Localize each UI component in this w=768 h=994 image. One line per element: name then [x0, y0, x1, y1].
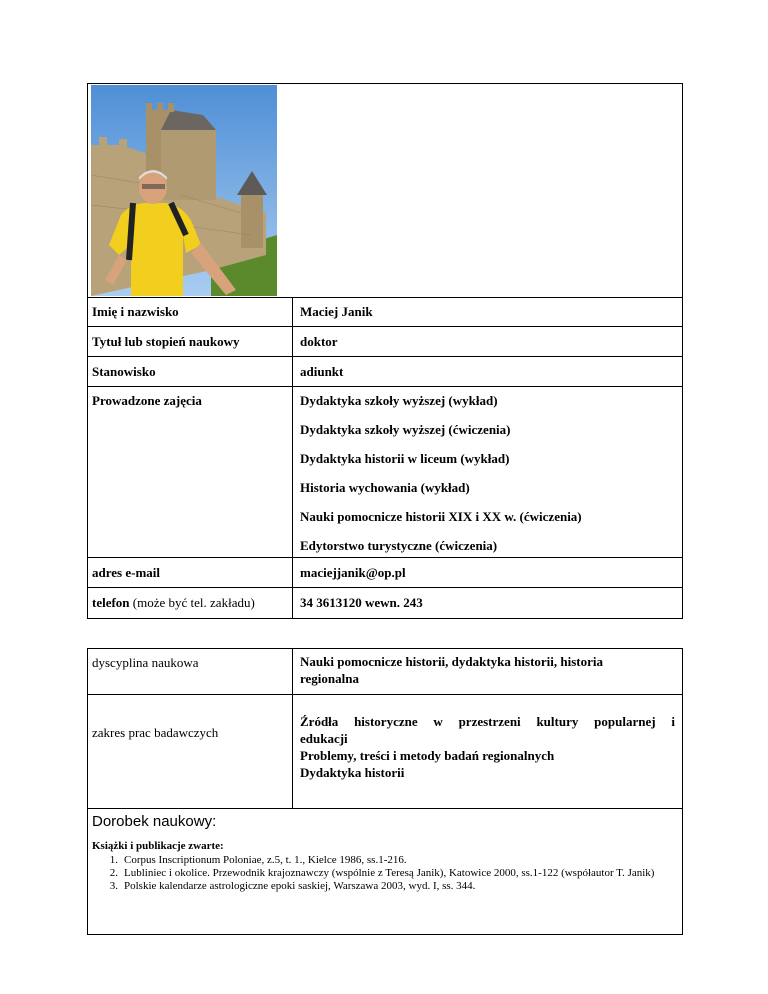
scope-word: Źródła	[300, 714, 339, 729]
publication-text: Lubliniec i okolice. Przewodnik krajoznawczy (wspólnie z Teresą Janik), Katowice 2000, ss.1-122 (współautor T. Janik)	[124, 867, 655, 879]
publication-number: 3.	[109, 880, 118, 892]
scope-word: w	[433, 714, 443, 729]
class-item: Dydaktyka historii w liceum (wykład)	[300, 451, 510, 466]
discipline-label: dyscyplina naukowa	[92, 655, 199, 670]
scope-word: historyczne	[354, 714, 418, 729]
class-item: Historia wychowania (wykład)	[300, 480, 470, 495]
name-value: Maciej Janik	[300, 304, 373, 319]
row-classes	[88, 387, 682, 558]
list-item	[92, 880, 680, 893]
row-name	[88, 297, 682, 327]
publication-number: 1.	[109, 854, 118, 866]
class-item: Edytorstwo turystyczne (ćwiczenia)	[300, 538, 498, 553]
list-item	[92, 854, 680, 867]
research-table	[87, 648, 683, 935]
scope-word: przestrzeni	[458, 714, 521, 729]
scope-value	[300, 713, 675, 781]
profile-photo	[91, 85, 277, 296]
discipline-line: Nauki pomocnicze historii, dydaktyka historii, historia	[300, 654, 603, 669]
degree-value: doktor	[300, 334, 338, 349]
class-item: Nauki pomocnicze historii XIX i XX w. (ćwiczenia)	[300, 509, 582, 524]
scope-label: zakres prac badawczych	[92, 725, 219, 740]
row-phone	[88, 588, 682, 620]
scope-word: kultury	[536, 714, 579, 729]
photo-row	[88, 84, 682, 298]
row-discipline	[88, 649, 682, 695]
phone-label	[92, 595, 255, 611]
class-item: Dydaktyka szkoły wyższej (wykład)	[300, 393, 498, 408]
list-item	[92, 867, 680, 880]
scope-line	[300, 713, 675, 730]
discipline-line: regionalna	[300, 671, 359, 686]
position-value: adiunkt	[300, 364, 344, 379]
row-position	[88, 357, 682, 387]
class-item: Dydaktyka szkoły wyższej (ćwiczenia)	[300, 422, 511, 437]
position-label: Stanowisko	[92, 364, 156, 379]
phone-value: 34 3613120 wewn. 243	[300, 595, 423, 610]
books-heading: Książki i publikacje zwarte:	[92, 840, 224, 852]
scope-word: i	[671, 714, 675, 729]
scope-line: Problemy, treści i metody badań regionalnych	[300, 748, 555, 763]
scope-line: edukacji	[300, 731, 348, 746]
publication-text: Polskie kalendarze astrologiczne epoki saskiej, Warszawa 2003, wyd. I, ss. 344.	[124, 880, 476, 892]
email-value[interactable]: maciejjanik@op.pl	[300, 565, 406, 580]
publication-list	[92, 854, 680, 893]
name-label: Imię i nazwisko	[92, 304, 179, 319]
phone-label-note: (może być tel. zakładu)	[129, 595, 255, 610]
row-scope	[88, 695, 682, 809]
scope-word: popularnej	[594, 714, 656, 729]
scope-line: Dydaktyka historii	[300, 765, 405, 780]
classes-label: Prowadzone zajęcia	[92, 393, 202, 408]
output-title: Dorobek naukowy:	[92, 813, 217, 830]
profile-table	[87, 83, 683, 619]
row-email	[88, 558, 682, 588]
discipline-value	[300, 653, 603, 687]
publication-number: 2.	[109, 867, 118, 879]
row-degree	[88, 327, 682, 357]
publication-text: Corpus Inscriptionum Poloniae, z.5, t. 1., Kielce 1986, ss.1-216.	[124, 854, 407, 866]
degree-label: Tytuł lub stopień naukowy	[92, 334, 240, 349]
phone-label-main: telefon	[92, 595, 130, 610]
email-label: adres e-mail	[92, 565, 160, 580]
